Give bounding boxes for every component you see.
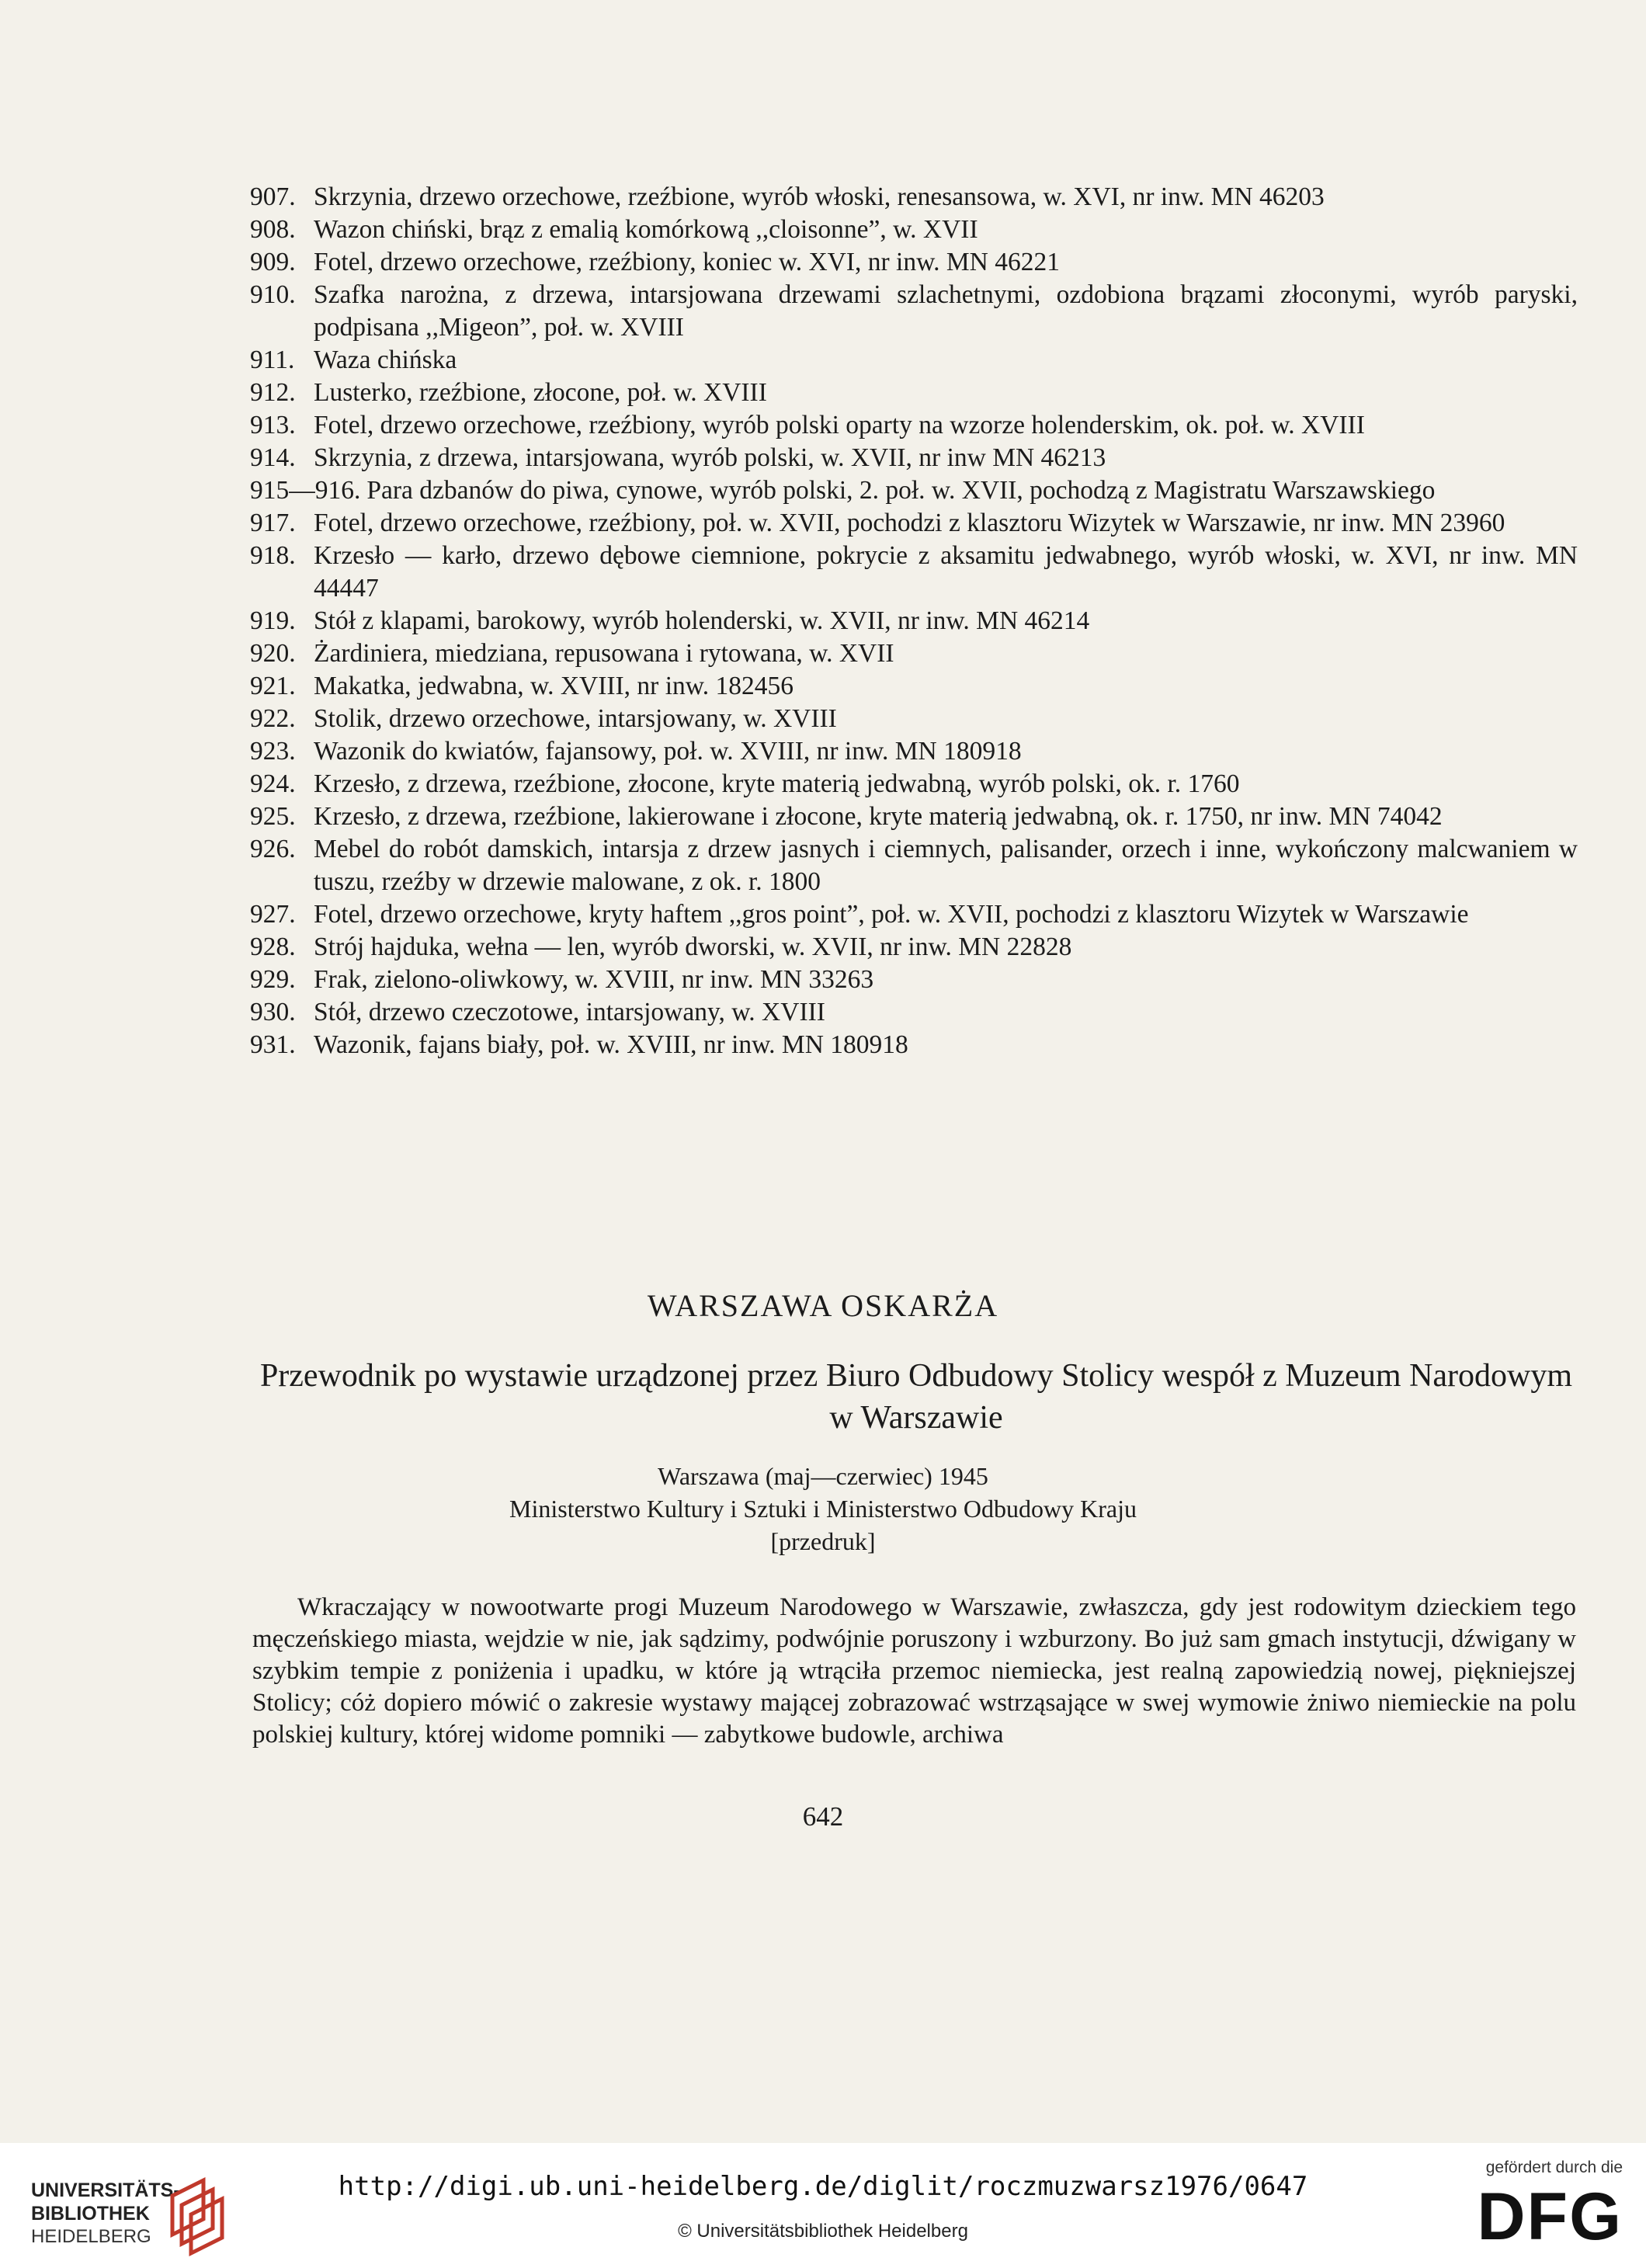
entry-text: Stół, drzewo czeczotowe, intarsjowany, w. XVIII [314, 998, 825, 1026]
publication-info [0, 1460, 1646, 1558]
catalogue-entry [250, 670, 1578, 703]
entry-number: 926. [250, 835, 296, 863]
catalogue-list [250, 181, 1578, 1061]
catalogue-entry [250, 279, 1578, 344]
entry-text: Wazonik do kwiatów, fajansowy, poł. w. XVIII, nr inw. MN 180918 [314, 737, 1022, 766]
entry-number: 928. [250, 933, 296, 961]
catalogue-entry [250, 409, 1578, 442]
catalogue-entry [250, 246, 1578, 279]
place-date: Warszawa (maj—czerwiec) 1945 [658, 1462, 988, 1490]
entry-text: Stolik, drzewo orzechowe, intarsjowany, w. XVIII [314, 704, 837, 733]
copyright-notice: © Universitätsbibliothek Heidelberg [678, 2221, 968, 2242]
footer [0, 2143, 1646, 2268]
entry-number: 915—916. [250, 476, 361, 505]
catalogue-entry [250, 377, 1578, 409]
entry-number: 909. [250, 248, 296, 276]
catalogue-entry [250, 768, 1578, 801]
catalogue-entry [250, 474, 1578, 507]
entry-text: Krzesło, z drzewa, rzeźbione, złocone, kryte materią jedwabną, wyrób polski, ok. r. 1760 [314, 769, 1240, 798]
entry-text: Fotel, drzewo orzechowe, kryty haftem ,,gros point”, poł. w. XVII, pochodzi z klasztoru Wizytek w Warszawie [314, 900, 1469, 929]
catalogue-entry [250, 898, 1578, 931]
entry-text: Wazon chiński, brąz z emalią komórkową ,,cloisonne”, w. XVII [314, 215, 978, 244]
catalogue-entry [250, 540, 1578, 605]
library-name-line1: UNIVERSITÄTS- [31, 2179, 180, 2201]
catalogue-entry [250, 801, 1578, 833]
catalogue-entry [250, 344, 1578, 377]
funding-note: gefördert durch die [1485, 2159, 1623, 2176]
body-paragraph: Wkraczający w nowootwarte progi Muzeum Narodowego w Warszawie, zwłaszcza, gdy jest rodowitym dzieckiem tego męczeńskiego miasta, wejdzie w nie, jak sądzimy, podwójnie poruszony i wzburzony. Bo już sam gmach instytucji, dźwigany w szybkim tempie z poniżenia i upadku, w które ją wtrąciła przemoc niemiecka, jest realną zapowiedzią nowej, piękniejszej Stolicy; cóż dopiero mówić o zakresie wystawy mającej zobrazować wstrząsające w swej wymowie żniwo niemieckie na polu polskiej kultury, której widome pomniki — zabytkowe budowle, archiwa [252, 1593, 1576, 1749]
catalogue-entry [250, 996, 1578, 1029]
entry-number: 930. [250, 998, 296, 1026]
entry-text: Frak, zielono-oliwkowy, w. XVIII, nr inw. MN 33263 [314, 965, 874, 994]
section-subtitle: Przewodnik po wystawie urządzonej przez Biuro Odbudowy Stolicy wespół z Muzeum Narodowym w Warszawie [259, 1358, 1573, 1436]
entry-number: 918. [250, 541, 296, 570]
entry-number: 920. [250, 639, 296, 668]
catalogue-entry [250, 735, 1578, 768]
entry-text: Krzesło — karło, drzewo dębowe ciemnione, pokrycie z aksamitu jedwabnego, wyrób włoski, w. XVI, nr inw. MN 44447 [314, 541, 1578, 603]
entry-number: 929. [250, 965, 296, 994]
entry-number: 921. [250, 672, 296, 700]
catalogue-entry [250, 1029, 1578, 1061]
catalogue-entry [250, 181, 1578, 214]
catalogue-entry [250, 964, 1578, 996]
catalogue-entry [250, 637, 1578, 670]
entry-text: Skrzynia, drzewo orzechowe, rzeźbione, wyrób włoski, renesansowa, w. XVI, nr inw. MN 46203 [314, 182, 1325, 211]
catalogue-entry [250, 703, 1578, 735]
entry-text: Mebel do robót damskich, intarsja z drzew jasnych i ciemnych, palisander, orzech i inne, wykończony malcwaniem w tuszu, rzeźby w drzewie malowane, z ok. r. 1800 [314, 835, 1578, 896]
entry-number: 907. [250, 182, 296, 211]
entry-number: 924. [250, 769, 296, 798]
reprint-note: [przedruk] [770, 1527, 876, 1555]
entry-number: 925. [250, 802, 296, 831]
entry-number: 910. [250, 280, 296, 309]
entry-text: Lusterko, rzeźbione, złocone, poł. w. XVIII [314, 378, 767, 407]
catalogue-entry [250, 507, 1578, 540]
entry-text: Fotel, drzewo orzechowe, rzeźbiony, koniec w. XVI, nr inw. MN 46221 [314, 248, 1060, 276]
entry-number: 908. [250, 215, 296, 244]
library-name-line2: BIBLIOTHEK [31, 2203, 150, 2225]
catalogue-entry [250, 214, 1578, 246]
catalogue-entry [250, 605, 1578, 637]
entry-number: 922. [250, 704, 296, 733]
entry-text: Fotel, drzewo orzechowe, rzeźbiony, poł. w. XVII, pochodzi z klasztoru Wizytek w Warszawie, nr inw. MN 23960 [314, 509, 1505, 537]
entry-text: Makatka, jedwabna, w. XVIII, nr inw. 182456 [314, 672, 794, 700]
entry-text: Stół z klapami, barokowy, wyrób holenderski, w. XVII, nr inw. MN 46214 [314, 606, 1090, 635]
entry-number: 931. [250, 1030, 296, 1059]
entry-number: 912. [250, 378, 296, 407]
entry-text: Fotel, drzewo orzechowe, rzeźbiony, wyrób polski oparty na wzorze holenderskim, ok. poł. w. XVIII [314, 411, 1365, 439]
entry-number: 919. [250, 606, 296, 635]
entry-text: Waza chińska [314, 346, 457, 374]
permalink-url[interactable]: http://digi.ub.uni-heidelberg.de/diglit/roczmuzwarsz1976/0647 [338, 2171, 1308, 2202]
entry-number: 927. [250, 900, 296, 929]
entry-text: Krzesło, z drzewa, rzeźbione, lakierowane i złocone, kryte materią jedwabną, ok. r. 1750, nr inw. MN 74042 [314, 802, 1443, 831]
entry-number: 914. [250, 443, 296, 472]
entry-number: 911. [250, 346, 295, 374]
dfg-logo[interactable]: DFG [1477, 2179, 1623, 2254]
publisher: Ministerstwo Kultury i Sztuki i Ministerstwo Odbudowy Kraju [509, 1495, 1137, 1523]
page-number: 642 [802, 1801, 844, 1832]
library-name-line3: HEIDELBERG [31, 2226, 151, 2247]
entry-text: Wazonik, fajans biały, poł. w. XVIII, nr inw. MN 180918 [314, 1030, 908, 1059]
entry-text: Strój hajduka, wełna — len, wyrób dworski, w. XVII, nr inw. MN 22828 [314, 933, 1072, 961]
entry-text: Skrzynia, z drzewa, intarsjowana, wyrób polski, w. XVII, nr inw MN 46213 [314, 443, 1106, 472]
entry-number: 913. [250, 411, 296, 439]
entry-number: 917. [250, 509, 296, 537]
entry-number: 923. [250, 737, 296, 766]
catalogue-entry [250, 442, 1578, 474]
section-heading: WARSZAWA OSKARŻA [647, 1288, 999, 1323]
entry-text: Para dzbanów do piwa, cynowe, wyrób polski, 2. poł. w. XVII, pochodzą z Magistratu Warszawskiego [366, 476, 1436, 505]
entry-text: Szafka narożna, z drzewa, intarsjowana drzewami szlachetnymi, ozdobiona brązami złoconymi, wyrób paryski, podpisana ,,Migeon”, poł. w. XVIII [314, 280, 1578, 342]
catalogue-entry [250, 833, 1578, 898]
catalogue-entry [250, 931, 1578, 964]
entry-text: Żardiniera, miedziana, repusowana i rytowana, w. XVII [314, 639, 894, 668]
